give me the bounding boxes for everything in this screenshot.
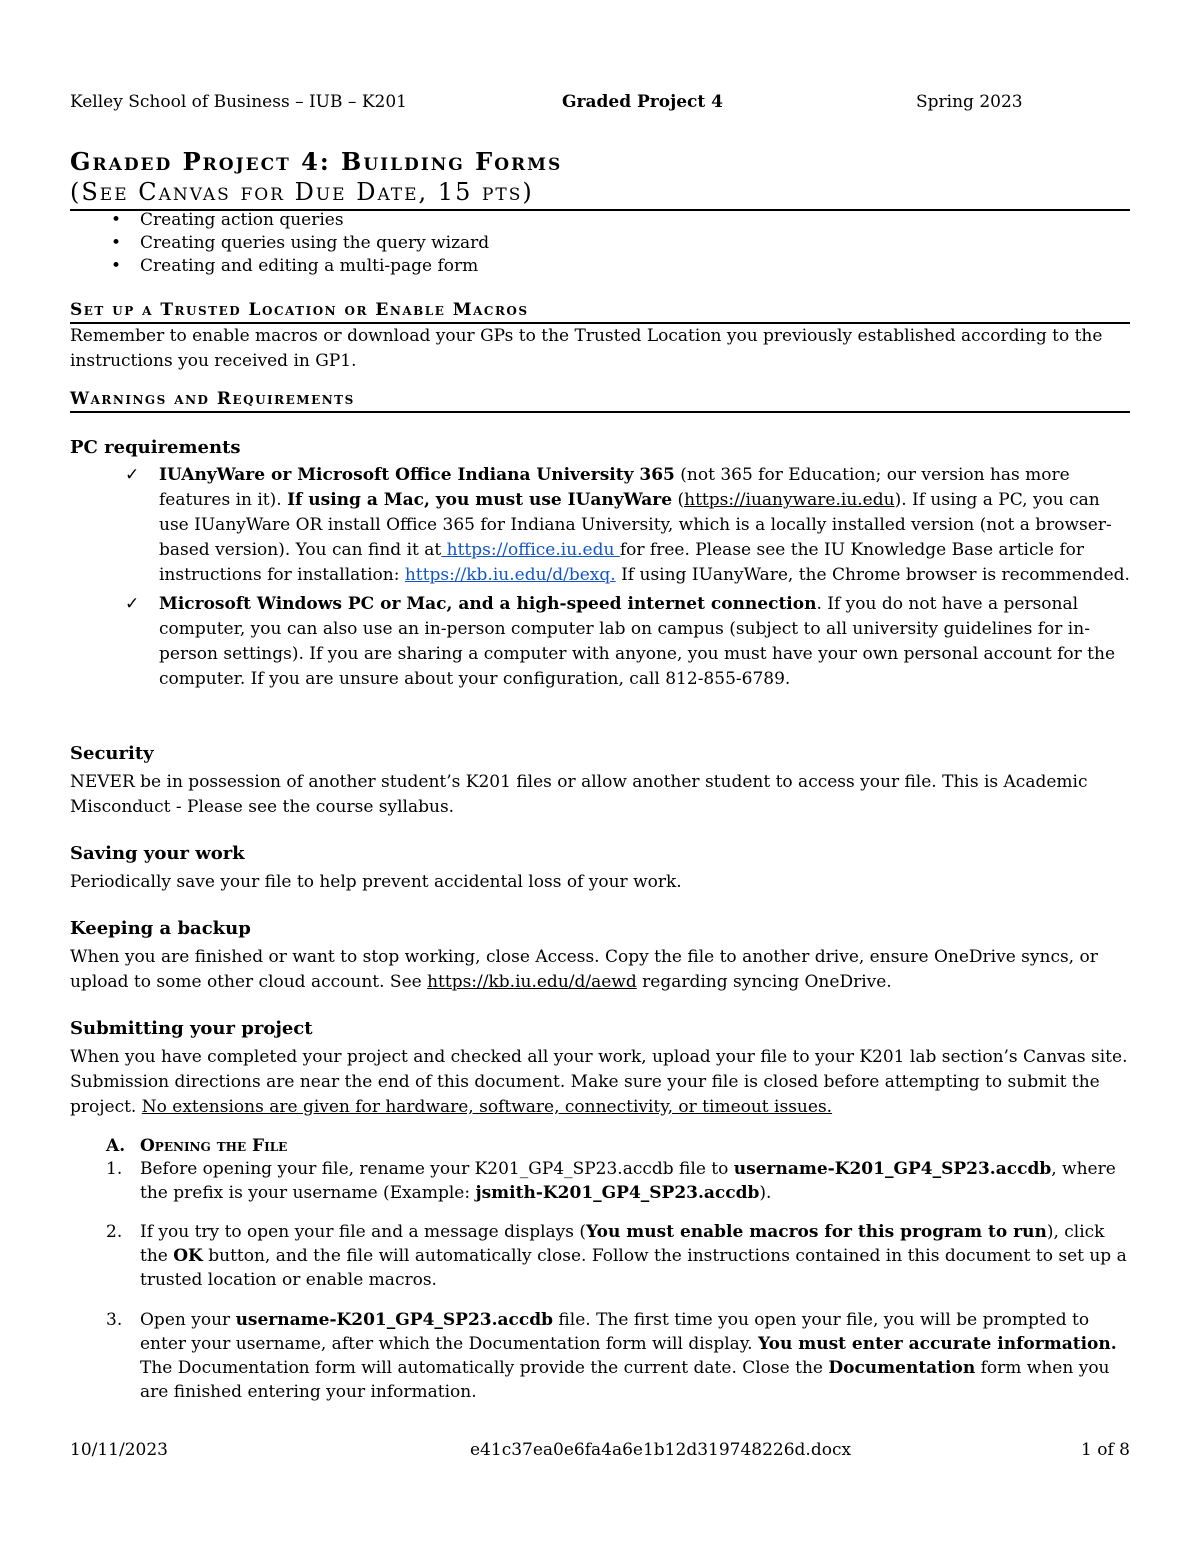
requirement-software: IUAnyWare or Microsoft Office Indiana University 365 xyxy=(159,465,675,485)
list-item: ✓ Microsoft Windows PC or Mac, and a high-speed internet connection. If you do not have a personal computer, you can also use an in-person computer lab on campus (subject to all university guidelines for in-person settings). If you are sharing a computer with anyone, you must have your own personal account for the computer. If you are unsure about your configuration, call 812-855-6789. xyxy=(125,594,1116,689)
step-number: 3. xyxy=(106,1310,123,1330)
trusted-location-heading: Set up a Trusted Location or Enable Macros xyxy=(70,299,1130,324)
objectives-list xyxy=(70,209,489,278)
title-due-date: (See Canvas for Due Date, 15 pts) xyxy=(70,178,534,206)
saving-text: Periodically save your file to help prevent accidental loss of your work. xyxy=(70,872,682,892)
saving-heading: Saving your work xyxy=(70,843,245,864)
requirement-hardware: Microsoft Windows PC or Mac, and a high-speed internet connection xyxy=(159,594,817,614)
header-project: Graded Project 4 xyxy=(562,92,723,112)
no-extensions-note: No extensions are given for hardware, software, connectivity, or timeout issues. xyxy=(141,1097,833,1117)
pc-requirements-list xyxy=(70,463,1130,696)
step-number: 1. xyxy=(106,1159,123,1179)
security-heading: Security xyxy=(70,743,154,764)
page-header xyxy=(70,92,1130,116)
list-item: • Creating queries using the query wizard xyxy=(70,232,489,255)
header-school: Kelley School of Business – IUB – K201 xyxy=(70,92,407,112)
section-title: Opening the File xyxy=(140,1136,288,1156)
step-1: 1. Before opening your file, rename your K201_GP4_SP23.accdb file to username-K201_GP4_SP23.accdb, where the prefix is your username (Example: jsmith-K201_GP4_SP23.accdb). xyxy=(106,1159,1116,1203)
kb-install-link[interactable]: https://kb.iu.edu/d/bexq. xyxy=(404,565,616,585)
office-link[interactable]: https://office.iu.edu xyxy=(441,540,620,560)
security-text: NEVER be in possession of another student’s K201 files or allow another student to access your file. This is Academic Misconduct - Please see the course syllabus. xyxy=(70,772,1088,817)
footer-filename: e41c37ea0e6fa4a6e1b12d319748226d.docx xyxy=(470,1440,852,1460)
checkmark-icon: ✓ xyxy=(125,594,140,614)
footer-date: 10/11/2023 xyxy=(70,1440,168,1460)
step-2: 2. If you try to open your file and a message displays (You must enable macros for this program to run), click the OK button, and the file will automatically close. Follow the instructions contained in this document to set up a trusted location or enable macros. xyxy=(106,1222,1127,1290)
document-title xyxy=(70,146,1130,211)
backup-text: When you are finished or want to stop working, close Access. Copy the file to another drive, ensure OneDrive syncs, or upload to some other cloud account. See https://kb.iu.edu/d/aewd regarding syncing OneDrive. xyxy=(70,947,1098,992)
step-number: 2. xyxy=(106,1222,123,1242)
mac-requirement: If using a Mac, you must use IUanyWare xyxy=(287,490,673,510)
trusted-location-text: Remember to enable macros or download your GPs to the Trusted Location you previously established according to the instructions you received in GP1. xyxy=(70,326,1103,371)
page-number: 1 of 8 xyxy=(1081,1440,1130,1460)
checkmark-icon: ✓ xyxy=(125,465,140,485)
section-letter: A. xyxy=(106,1136,126,1156)
submitting-text: When you have completed your project and checked all your work, upload your file to your K201 lab section’s Canvas site. Submission directions are near the end of this document. Make sure your file is closed before attempting to submit the project. No extensions are given for hardware, software, connectivity, or timeout issues. xyxy=(70,1047,1128,1117)
iuanyware-link[interactable]: https://iuanyware.iu.edu xyxy=(684,490,895,510)
header-term: Spring 2023 xyxy=(916,92,1023,112)
step-3: 3. Open your username-K201_GP4_SP23.accdb file. The first time you open your file, you will be prompted to enter your username, after which the Documentation form will display. You must enter accurate information. The Documentation form will automatically provide the current date. Close the Documentation form when you are finished entering your information. xyxy=(106,1310,1117,1402)
pc-requirements-heading: PC requirements xyxy=(70,437,241,458)
title-main: Graded Project 4: Building Forms xyxy=(70,147,563,176)
onedrive-kb-link[interactable]: https://kb.iu.edu/d/aewd xyxy=(427,972,637,992)
submitting-heading: Submitting your project xyxy=(70,1018,313,1039)
backup-heading: Keeping a backup xyxy=(70,918,251,939)
list-item: ✓ IUAnyWare or Microsoft Office Indiana University 365 (not 365 for Education; our version has more features in it). If using a Mac, you must use IUanyWare (https://iuanyware.iu.edu). If using a PC, you can use IUanyWare OR install Office 365 for Indiana University, which is a locally installed version (not a browser-based version). You can find it at https://office.iu.edu for free. Please see the IU Knowledge Base article for instructions for installation: https://kb.iu.edu/d/bexq. If using IUanyWare, the Chrome browser is recommended. xyxy=(125,465,1130,585)
list-item: • Creating and editing a multi-page form xyxy=(70,255,489,278)
warnings-heading: Warnings and Requirements xyxy=(70,388,1130,413)
list-item: • Creating action queries xyxy=(70,209,489,232)
